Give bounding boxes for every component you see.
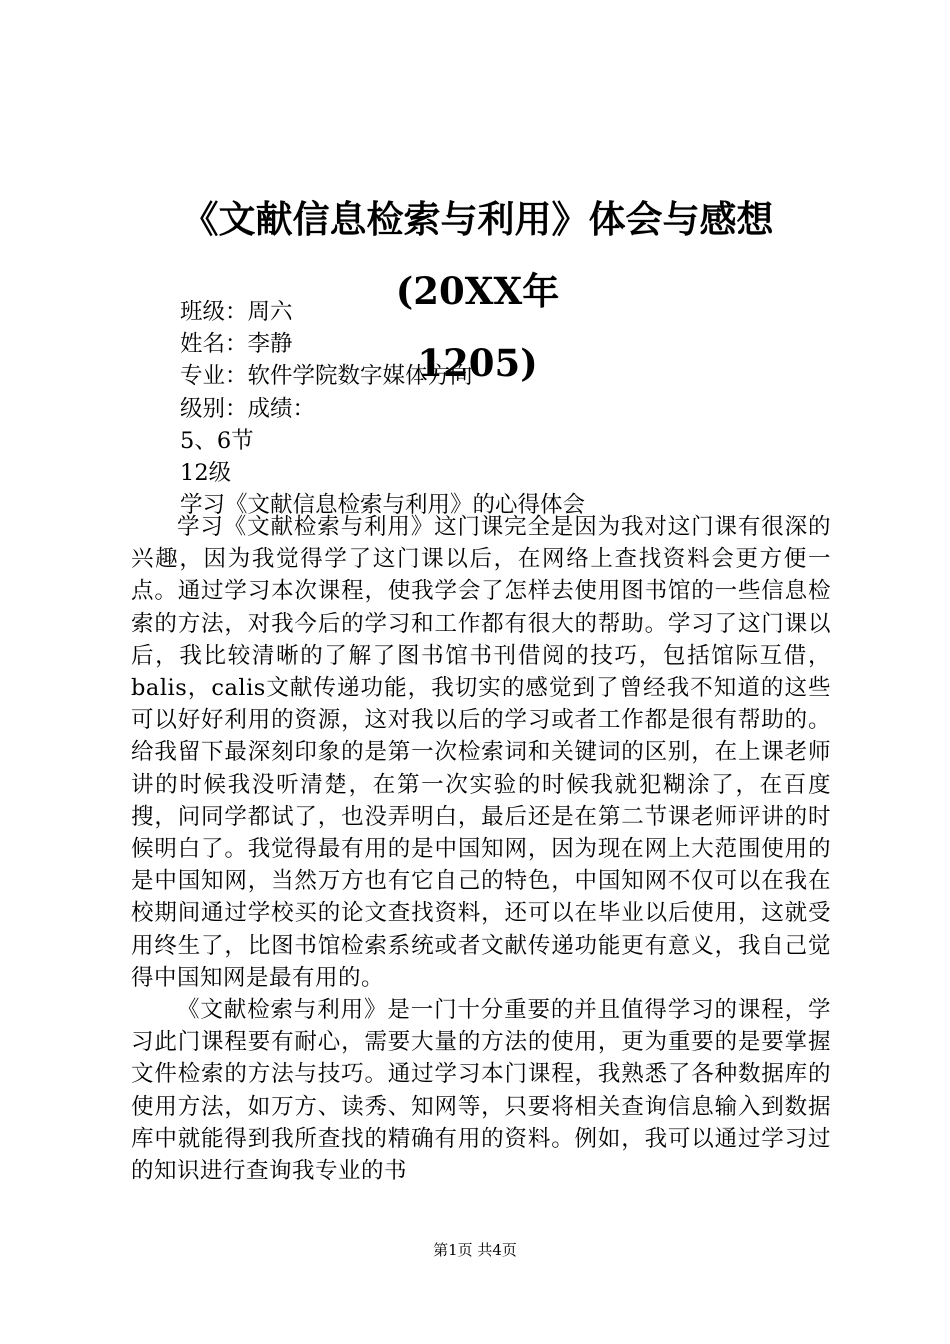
meta-name: 姓名：李静 <box>180 331 293 358</box>
section-heading: 学习《文献信息检索与利用》的心得体会 <box>180 492 586 519</box>
document-meta <box>180 296 840 521</box>
meta-level-score: 级别：成绩： <box>180 395 316 422</box>
meta-class: 班级：周六 <box>180 299 293 325</box>
meta-grade: 12级 <box>180 460 232 487</box>
title-line-2: 1205) <box>417 341 538 385</box>
document-body <box>131 511 831 1187</box>
title-line-1: 《文献信息检索与利用》体会与感想(20XX年 <box>181 197 774 313</box>
paragraph-1: 学习《文献检索与利用》这门课完全是因为我对这门课有很深的兴趣，因为我觉得学了这门课以后，在网络上查找资料会更方便一点。通过学习本次课程，使我学会了怎样去使用图书馆的一些信息检索的方法，对我今后的学习和工作都有很大的帮助。学习了这门课以后，我比较清晰的了解了图书馆书刊借阅的技巧，包括馆际互借，balis，calis文献传递功能，我切实的感觉到了曾经我不知道的这些可以好好利用的资源，这对我以后的学习或者工作都是很有帮助的。给我留下最深刻印象的是第一次检索词和关键词的区别，在上课老师讲的时候我没听清楚，在第一次实验的时候我就犯糊涂了，在百度搜，问同学都试了，也没弄明白，最后还是在第二节课老师评讲的时候明白了。我觉得最有用的是中国知网，因为现在网上大范围使用的是中国知网，当然万方也有它自己的特色，中国知网不仅可以在我在校期间通过学校买的论文查找资料，还可以在毕业以后使用，这就受用终生了，比图书馆检索系统或者文献传递功能更有意义，我自己觉得中国知网是最有用的。 <box>131 514 831 991</box>
page-footer: 第1页 共4页 <box>433 1241 517 1259</box>
meta-major: 专业：软件学院数字媒体方向 <box>180 363 473 390</box>
paragraph-2: 《文献检索与利用》是一门十分重要的并且值得学习的课程，学习此门课程要有耐心，需要大量的方法的使用，更为重要的是要掌握文件检索的方法与技巧。通过学习本门课程，我熟悉了各种数据库的使用方法，如万方、读秀、知网等，只要将相关查询信息输入到数据库中就能得到我所查找的精确有用的资料。例如，我可以通过学习过的知识进行查询我专业的书 <box>131 997 831 1185</box>
meta-session: 5、6节 <box>180 427 254 454</box>
